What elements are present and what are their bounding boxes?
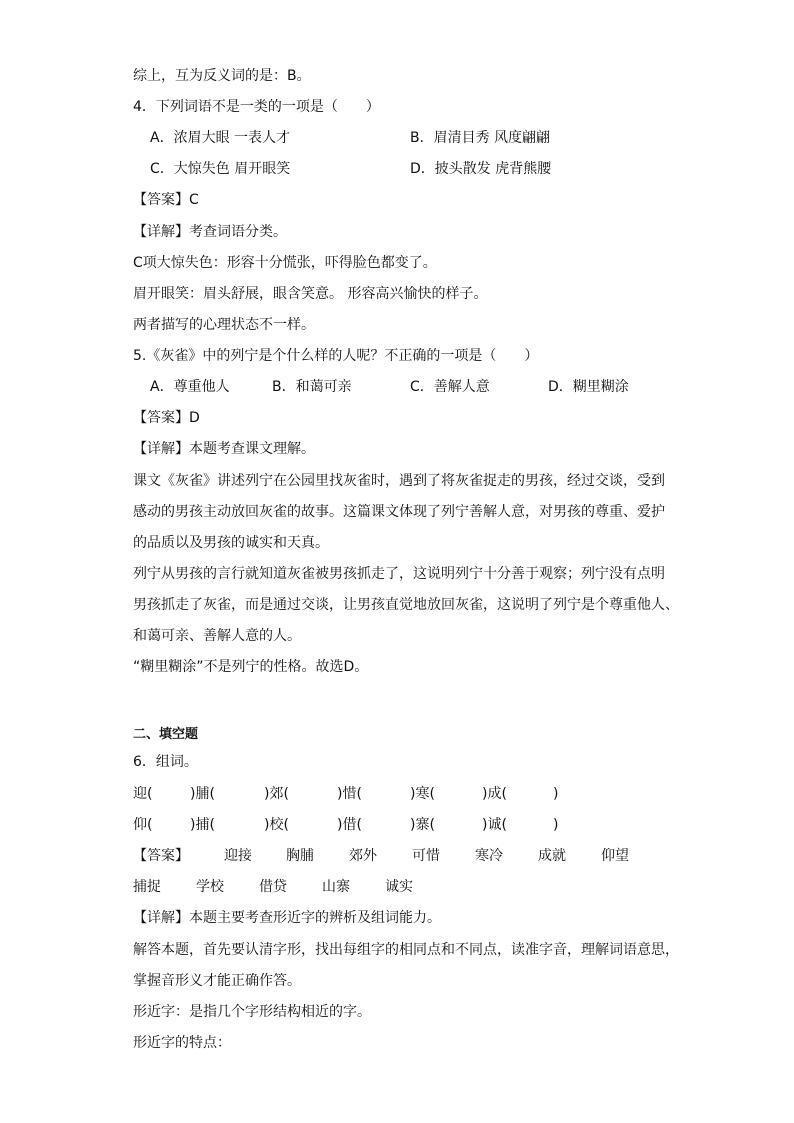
q6-answer-word: 山寨 bbox=[322, 879, 350, 895]
q6-cell: ) bbox=[553, 786, 559, 802]
q6-answer-word: 借贷 bbox=[259, 879, 287, 895]
q6-cell: )诚( bbox=[482, 817, 507, 833]
q6-answer-label: 【答案】 bbox=[133, 848, 189, 864]
q5-detail: 男孩抓走了灰雀，而是通过交谈，让男孩直觉地放回灰雀，这说明了列宁是个尊重他人、 bbox=[133, 597, 679, 613]
q4-answer: 【答案】C bbox=[133, 192, 199, 208]
q6-detail: 掌握音形义才能正确作答。 bbox=[133, 973, 301, 989]
q6-cell: 迎( bbox=[133, 786, 153, 802]
question-4: 4．下列词语不是一类的一项是（ ） bbox=[133, 99, 380, 115]
q5-detail: 和蔼可亲、善解人意的人。 bbox=[133, 628, 301, 644]
q6-cell: )借( bbox=[337, 817, 362, 833]
q6-answer-word: 成就 bbox=[538, 848, 566, 864]
q5-detail: 列宁从男孩的言行就知道灰雀被男孩抓走了，这说明列宁十分善于观察；列宁没有点明 bbox=[133, 566, 665, 582]
q4-option-d: D．披头散发 虎背熊腰 bbox=[410, 161, 552, 177]
q6-cell: )脯( bbox=[190, 786, 215, 802]
q5-detail: 【详解】本题考查课文理解。 bbox=[133, 441, 315, 457]
q4-detail: 眉开眼笑：眉头舒展，眼含笑意。 形容高兴愉快的样子。 bbox=[133, 286, 488, 302]
q6-cell: )成( bbox=[482, 786, 507, 802]
q5-answer: 【答案】D bbox=[133, 410, 200, 426]
summary-line: 综上，互为反义词的是：B。 bbox=[133, 68, 311, 84]
q5-option-b: B．和蔼可亲 bbox=[272, 379, 352, 395]
q6-cell: ) bbox=[553, 817, 559, 833]
q6-detail: 解答本题，首先要认清字形，找出每组字的相同点和不同点，读准字音，理解词语意思， bbox=[133, 942, 679, 958]
q6-answer-word: 仰望 bbox=[601, 848, 629, 864]
question-6: 6．组词。 bbox=[133, 754, 198, 770]
section-heading: 二、填空题 bbox=[133, 727, 199, 742]
q6-cell: )郊( bbox=[264, 786, 289, 802]
q5-option-c: C．善解人意 bbox=[410, 379, 490, 395]
q4-option-b: B．眉清目秀 风度翩翩 bbox=[410, 130, 551, 146]
q5-detail: 的品质以及男孩的诚实和天真。 bbox=[133, 535, 329, 551]
q4-option-a: A．浓眉大眼 一表人才 bbox=[150, 130, 291, 146]
q4-detail: 两者描写的心理状态不一样。 bbox=[133, 317, 315, 333]
q6-answer-word: 迎接 bbox=[224, 848, 252, 864]
question-5: 5.《灰雀》中的列宁是个什么样的人呢？不正确的一项是（ ） bbox=[133, 348, 539, 364]
q6-answer-word: 寒冷 bbox=[475, 848, 503, 864]
q6-cell: )校( bbox=[264, 817, 289, 833]
q6-detail: 形近字：是指几个字形结构相近的字。 bbox=[133, 1004, 371, 1020]
q5-option-d: D．糊里糊涂 bbox=[548, 379, 629, 395]
q4-option-c: C．大惊失色 眉开眼笑 bbox=[150, 161, 291, 177]
q5-detail: “糊里糊涂”不是列宁的性格。故选D。 bbox=[133, 659, 369, 675]
q5-option-a: A．尊重他人 bbox=[150, 379, 230, 395]
q4-detail: C项大惊失色：形容十分慌张，吓得脸色都变了。 bbox=[133, 255, 437, 271]
q4-detail: 【详解】考查词语分类。 bbox=[133, 224, 287, 240]
q5-detail: 感动的男孩主动放回灰雀的故事。这篇课文体现了列宁善解人意，对男孩的尊重、爱护 bbox=[133, 504, 665, 520]
q6-cell: )寒( bbox=[410, 786, 435, 802]
q6-detail: 【详解】本题主要考查形近字的辨析及组词能力。 bbox=[133, 910, 441, 926]
q6-answer-word: 学校 bbox=[196, 879, 224, 895]
q6-detail: 形近字的特点： bbox=[133, 1035, 231, 1051]
q6-answer-word: 郊外 bbox=[349, 848, 377, 864]
q6-answer-word: 胸脯 bbox=[286, 848, 314, 864]
q6-answer-word: 捕捉 bbox=[133, 879, 161, 895]
q6-answer-word: 可惜 bbox=[412, 848, 440, 864]
q5-detail: 课文《灰雀》讲述列宁在公园里找灰雀时，遇到了将灰雀捉走的男孩，经过交谈，受到 bbox=[133, 473, 665, 489]
q6-cell: )惜( bbox=[337, 786, 362, 802]
q6-cell: 仰( bbox=[133, 817, 153, 833]
q6-cell: )寨( bbox=[410, 817, 435, 833]
q6-answer-word: 诚实 bbox=[385, 879, 413, 895]
q6-cell: )捕( bbox=[190, 817, 215, 833]
